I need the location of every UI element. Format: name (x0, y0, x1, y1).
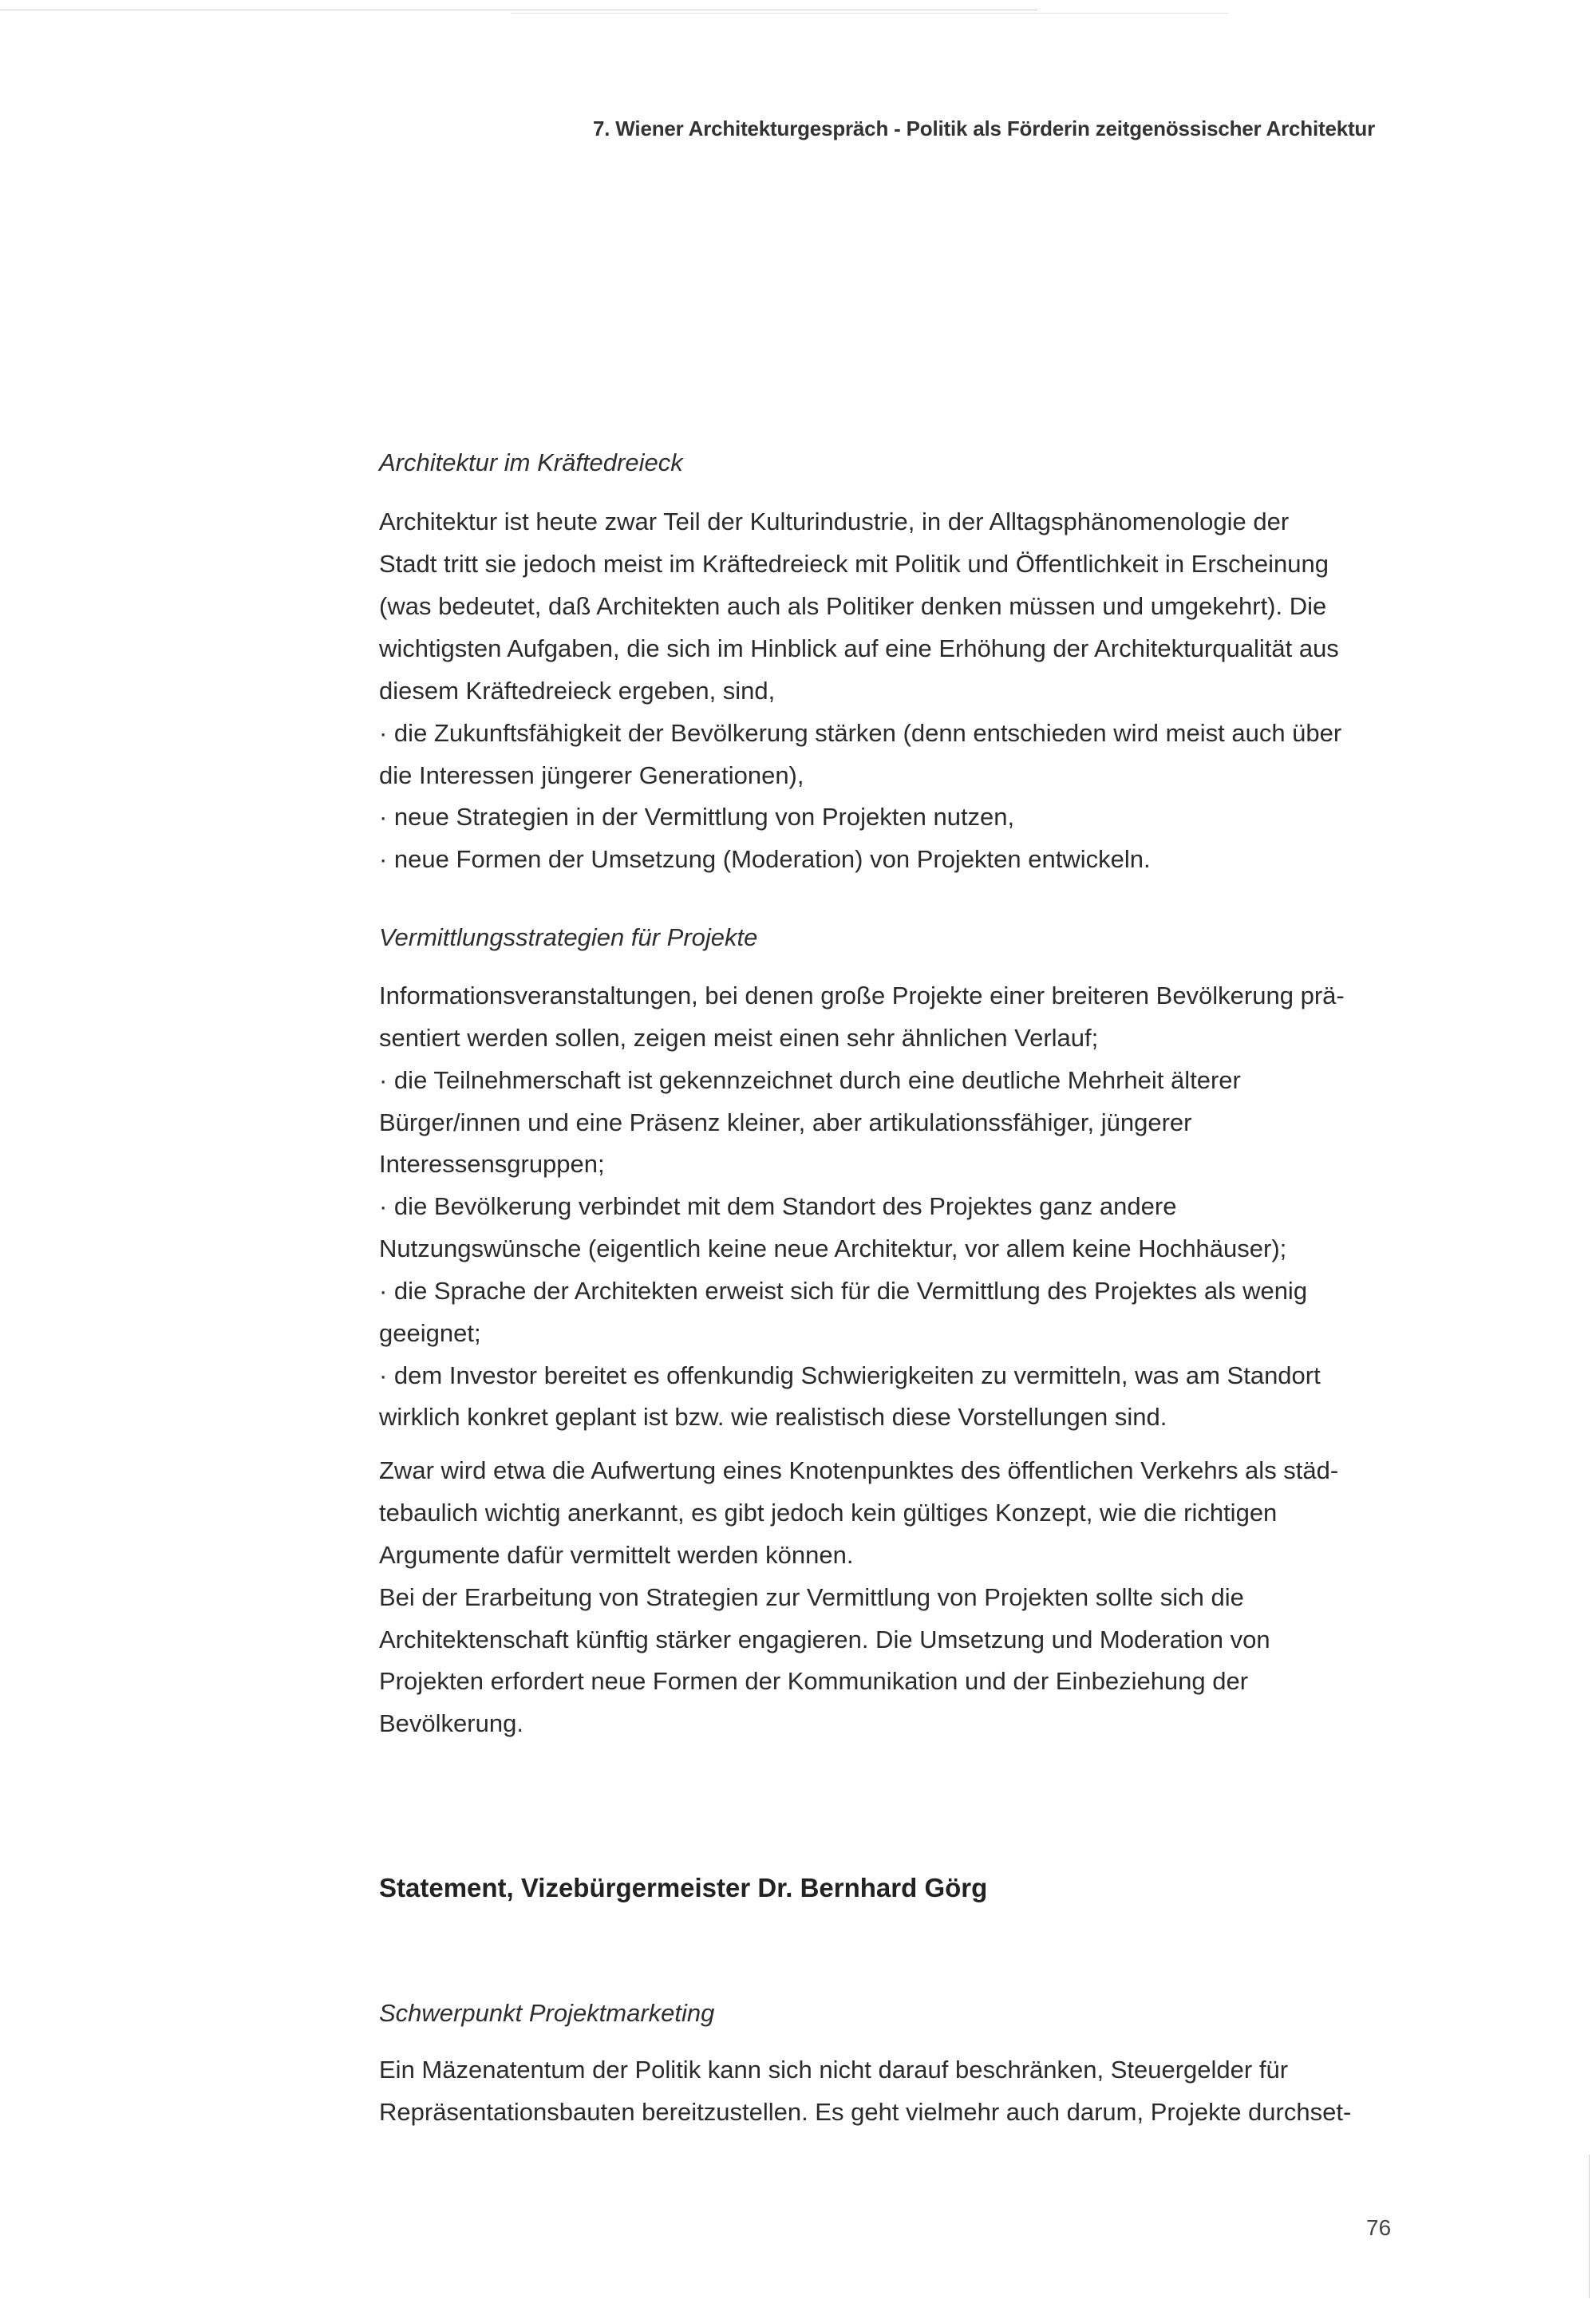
text-line: sentiert werden sollen, zeigen meist einen sehr ähnlichen Verlauf; (379, 1024, 1099, 1052)
bullet-line: · die Teilnehmerschaft ist gekennzeichnet durch eine deutliche Mehrheit älterer (379, 1066, 1241, 1094)
bullet-line: · dem Investor bereitet es offenkundig Schwierigkeiten zu vermitteln, was am Standort (379, 1361, 1321, 1389)
text-line: die Interessen jüngerer Generationen), (379, 761, 804, 789)
page-number: 76 (1366, 2215, 1392, 2240)
text-line: Architektur ist heute zwar Teil der Kulturindustrie, in der Alltagsphänomenologie der (379, 508, 1290, 535)
scan-edge-line (511, 13, 1229, 14)
text-line: Repräsentationsbauten bereitzustellen. Es geht vielmehr auch darum, Projekte durchset- (379, 2098, 1352, 2126)
text-line: Bevölkerung. (379, 1709, 523, 1737)
text-line: Nutzungswünsche (eigentlich keine neue Architektur, vor allem keine Hochhäuser); (379, 1235, 1287, 1262)
text-line: Ein Mäzenatentum der Politik kann sich nicht darauf beschränken, Steuergelder für (379, 2056, 1289, 2084)
text-line: diesem Kräftedreieck ergeben, sind, (379, 677, 776, 705)
text-line: Bürger/innen und eine Präsenz kleiner, aber artikulationssfähiger, jüngerer (379, 1108, 1192, 1136)
section-heading: Vermittlungsstrategien für Projekte (379, 923, 758, 951)
text-line: Argumente dafür vermittelt werden können. (379, 1541, 854, 1569)
scan-edge-line (1589, 2155, 1590, 2298)
bullet-line: · neue Strategien in der Vermittlung von Projekten nutzen, (379, 803, 1015, 831)
text-line: Stadt tritt sie jedoch meist im Kräftedreieck mit Politik und Öffentlichkeit in Erscheinung (379, 550, 1329, 578)
running-title: 7. Wiener Architekturgespräch - Politik als Förderin zeitgenössischer Architektur (593, 117, 1376, 140)
bullet-line: · die Zukunftsfähigkeit der Bevölkerung stärken (denn entschieden wird meist auch über (379, 719, 1342, 747)
text-line: Architektenschaft künftig stärker engagieren. Die Umsetzung und Moderation von (379, 1626, 1270, 1653)
text-line: Projekten erfordert neue Formen der Kommunikation und der Einbeziehung der (379, 1667, 1249, 1695)
text-line: tebaulich wichtig anerkannt, es gibt jedoch kein gültiges Konzept, wie die richtigen (379, 1499, 1278, 1527)
bullet-line: · die Bevölkerung verbindet mit dem Standort des Projektes ganz andere (379, 1192, 1177, 1220)
section-heading: Architektur im Kräftedreieck (379, 448, 683, 476)
text-line: Zwar wird etwa die Aufwertung eines Knotenpunktes des öffentlichen Verkehrs als städ- (379, 1456, 1339, 1484)
text-line: (was bedeutet, daß Architekten auch als Politiker denken müssen und umgekehrt). Die (379, 592, 1327, 620)
section-heading: Schwerpunkt Projektmarketing (379, 1999, 715, 2027)
text-line: geeignet; (379, 1319, 481, 1347)
statement-heading: Statement, Vizebürgermeister Dr. Bernhard Görg (379, 1873, 988, 1902)
bullet-line: · neue Formen der Umsetzung (Moderation) von Projekten entwickeln. (379, 845, 1151, 873)
text-line: wirklich konkret geplant ist bzw. wie realistisch diese Vorstellungen sind. (379, 1403, 1167, 1431)
text-line: Bei der Erarbeitung von Strategien zur Vermittlung von Projekten sollte sich die (379, 1583, 1244, 1611)
text-line: Interessensgruppen; (379, 1150, 605, 1178)
text-line: Informationsveranstaltungen, bei denen große Projekte einer breiteren Bevölkerung prä- (379, 982, 1345, 1009)
bullet-line: · die Sprache der Architekten erweist sich für die Vermittlung des Projektes als wenig (379, 1277, 1308, 1305)
text-line: wichtigsten Aufgaben, die sich im Hinblick auf eine Erhöhung der Architekturqualität aus (379, 634, 1339, 662)
